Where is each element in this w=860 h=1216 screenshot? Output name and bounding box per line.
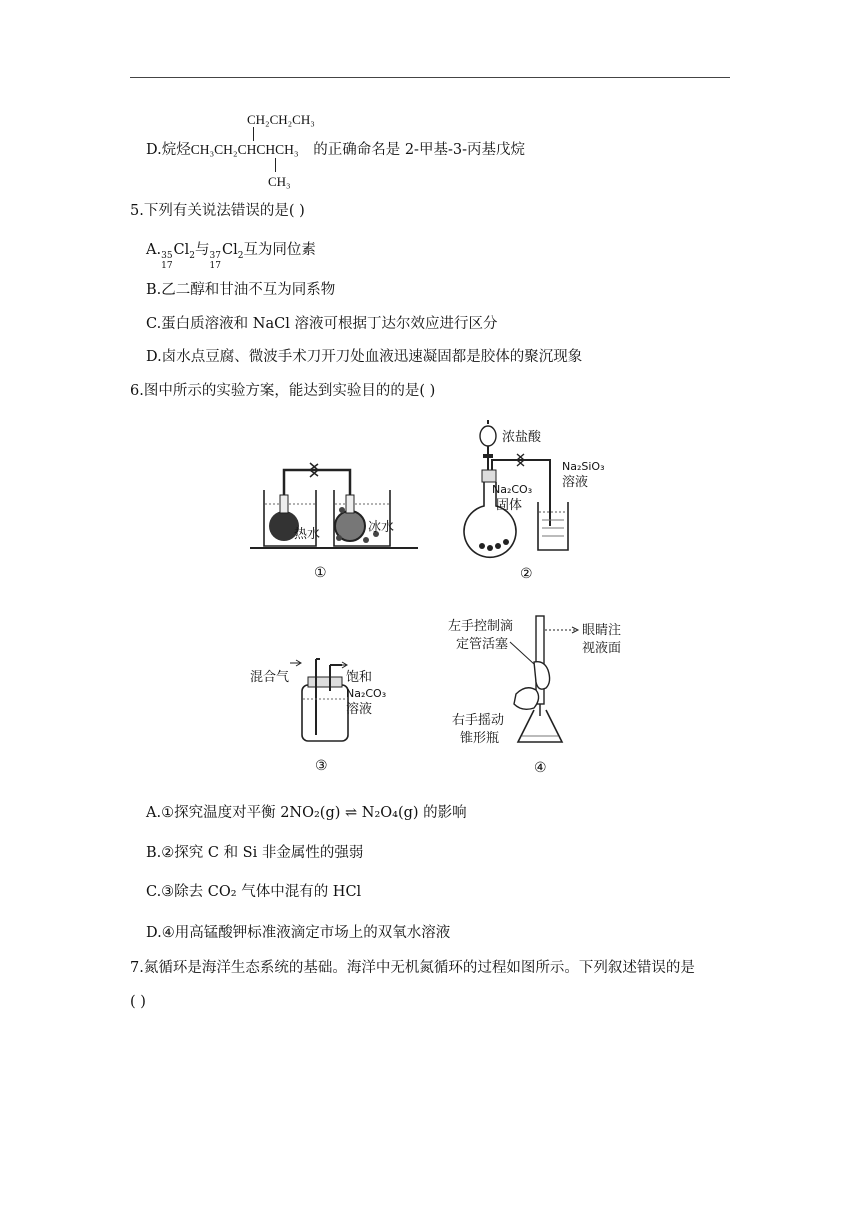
branch-bottom: CH₃ — [268, 174, 291, 189]
q5-option-d: D.卤水点豆腐、微波手术刀开刀处血液迅速凝固都是胶体的聚沉现象 — [146, 349, 583, 365]
iso2-sub: 2 — [237, 250, 244, 261]
fig2-acid-label: 浓盐酸 — [502, 430, 542, 445]
figure-2 — [462, 418, 622, 583]
fig1-hot-label: 热水 — [294, 527, 321, 542]
fig4-right-label-2: 锥形瓶 — [460, 731, 500, 746]
fig3-solution-label: 溶液 — [346, 702, 373, 717]
fig2-solid-label: 固体 — [496, 498, 523, 513]
fig4-eye-label-2: 视液面 — [582, 641, 622, 656]
fig2-solution-formula: Na₂SiO₃ — [562, 460, 605, 473]
option-d-prefix: D.烷烃 — [146, 142, 191, 158]
fig4-right-label-1: 右手摇动 — [452, 713, 505, 728]
fig3-gas-label: 混合气 — [250, 670, 290, 685]
q6-option-d: D.④用高锰酸钾标准液滴定市场上的双氧水溶液 — [146, 925, 451, 941]
fig1-number: ① — [314, 565, 327, 580]
iso2-z: 17 — [209, 261, 221, 271]
header-rule — [130, 77, 730, 78]
main-chain: CH₃CH₂CHCHCH₃ — [190, 142, 299, 157]
fig2-number: ② — [520, 566, 533, 582]
q5-a-mid: 与 — [195, 242, 210, 258]
q6-stem: 6.图中所示的实验方案，能达到实验目的的是( ) — [130, 383, 436, 399]
q5-a-prefix: A. — [146, 242, 162, 258]
q7-blank: ( ) — [130, 994, 146, 1010]
q6-option-a: A.①探究温度对平衡 2NO₂(g) ⇌ N₂O₄(g) 的影响 — [146, 805, 467, 821]
figure-3 — [250, 655, 400, 775]
bond-top — [253, 127, 254, 141]
fig4-left-label-1: 左手控制滴 — [448, 619, 514, 634]
iso2-element: Cl — [221, 242, 238, 258]
q5-a-suffix: 互为同位素 — [243, 242, 316, 258]
q6-option-b: B.②探究 C 和 Si 非金属性的强弱 — [146, 845, 364, 861]
option-d-suffix: 的正确命名是 2-甲基-3-丙基戊烷 — [313, 142, 525, 158]
q7-stem: 7.氮循环是海洋生态系统的基础。海洋中无机氮循环的过程如图所示。下列叙述错误的是 — [130, 960, 695, 976]
option-d-prev — [146, 143, 525, 158]
fig3-reagent-label: Na₂CO₃ — [346, 687, 387, 700]
fig4-left-label-2: 定管活塞 — [456, 637, 509, 652]
iso1-sub: 2 — [189, 250, 196, 261]
fig2-solution-label: 溶液 — [562, 475, 589, 490]
q5-option-a — [146, 243, 316, 271]
bond-bottom — [275, 158, 276, 172]
fig2-solid-formula: Na₂CO₃ — [492, 483, 533, 496]
iso1-element: Cl — [173, 242, 190, 258]
fig3-number: ③ — [315, 758, 328, 774]
fig4-number: ④ — [534, 760, 547, 776]
q5-option-c: C.蛋白质溶液和 NaCl 溶液可根据丁达尔效应进行区分 — [146, 316, 498, 332]
figure-4 — [448, 612, 638, 777]
branch-top: CH₂CH₂CH₃ — [247, 112, 315, 127]
fig4-eye-label-1: 眼睛注 — [582, 623, 622, 638]
figure-1 — [250, 460, 420, 580]
iso1-z: 17 — [161, 261, 173, 271]
q5-option-b: B.乙二醇和甘油不互为同系物 — [146, 282, 336, 298]
iso1-mass: 35 — [161, 251, 173, 261]
fig3-saturated-label: 饱和 — [346, 670, 373, 685]
fig1-cold-label: 冰水 — [368, 520, 395, 535]
q5-stem: 5.下列有关说法错误的是( ) — [130, 203, 305, 219]
iso2-mass: 37 — [209, 251, 221, 261]
q6-option-c: C.③除去 CO₂ 气体中混有的 HCl — [146, 884, 362, 900]
